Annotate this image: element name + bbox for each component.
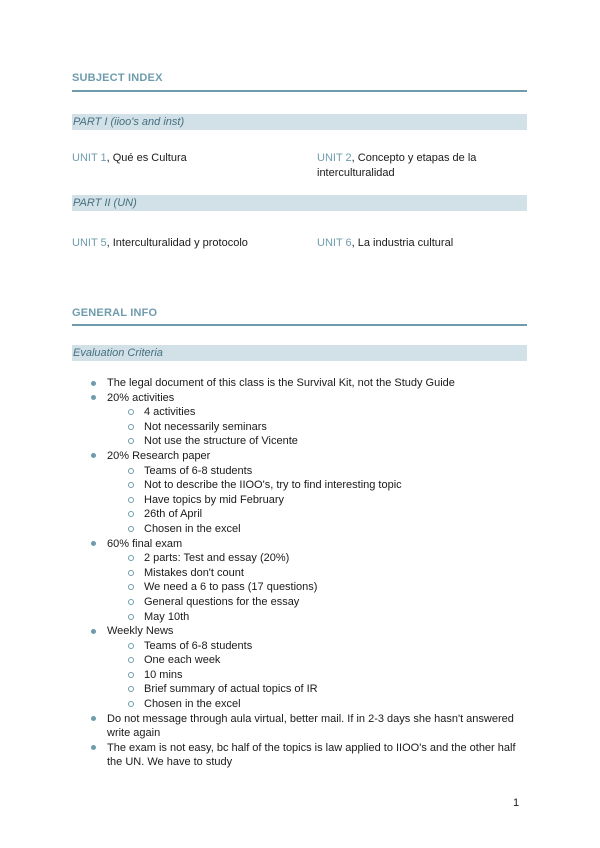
criteria-subitem [107,580,527,595]
hollow-bullet-icon [128,599,134,605]
criteria-subitem [107,682,527,697]
hollow-bullet-icon [128,584,134,590]
part2-label: PART II (UN) [72,195,527,211]
criteria-subitem [107,478,527,493]
criteria-sublist [107,639,527,712]
criteria-subitem [107,464,527,479]
criteria-item [72,741,527,770]
criteria-subitem [107,566,527,581]
criteria-subitem [107,639,527,654]
criteria-item-text: Weekly News [107,625,174,638]
criteria-subitem-text: Not necessarily seminars [144,420,267,433]
hollow-bullet-icon [128,686,134,692]
criteria-item-text: 20% Research paper [107,449,211,462]
hollow-bullet-icon [128,643,134,649]
criteria-subitem [107,434,527,449]
criteria-subitem-text: 10 mins [144,668,183,681]
criteria-subitem [107,697,527,712]
criteria-item [72,376,527,391]
criteria-sublist [107,464,527,537]
bullet-icon [91,395,96,400]
criteria-item-text: The legal document of this class is the Survival Kit, not the Study Guide [107,377,455,389]
criteria-item-text: Do not message through aula virtual, better mail. If in 2-3 days she hasn't answered write again [107,712,514,740]
hollow-bullet-icon [128,570,134,576]
unit-6 [317,236,517,251]
criteria-subitem [107,551,527,566]
unit-2-label: UNIT 2 [317,152,352,164]
hollow-bullet-icon [128,614,134,620]
hollow-bullet-icon [128,672,134,678]
unit-5 [72,236,312,251]
hollow-bullet-icon [128,482,134,488]
hollow-bullet-icon [128,438,134,444]
bullet-icon [91,541,96,546]
criteria-subitem-text: Brief summary of actual topics of IR [144,683,318,696]
bullet-icon [91,453,96,458]
hollow-bullet-icon [128,701,134,707]
unit-5-title: , Interculturalidad y protocolo [106,237,248,249]
hollow-bullet-icon [128,526,134,532]
unit-2-title: , Concepto y etapas de la interculturalidad [317,152,477,179]
criteria-subitem [107,668,527,683]
criteria-item-text: 20% activities [107,391,175,404]
hollow-bullet-icon [128,657,134,663]
criteria-subitem-text: One each week [144,654,221,667]
unit-5-label: UNIT 5 [72,237,107,249]
hollow-bullet-icon [128,409,134,415]
criteria-subitem [107,507,527,522]
criteria-subitem [107,595,527,610]
hollow-bullet-icon [128,468,134,474]
criteria-subitem-text: 4 activities [144,406,196,419]
unit-2 [317,151,517,181]
criteria-subitem [107,405,527,420]
criteria-item [72,449,527,537]
bullet-icon [91,381,96,386]
heading-rule [72,324,527,326]
criteria-subitem-text: Chosen in the excel [144,698,241,711]
subject-index-heading: SUBJECT INDEX [72,72,163,84]
criteria-subitem-text: 26th of April [144,508,203,521]
bullet-icon [91,629,96,634]
criteria-subitem-text: May 10th [144,610,190,623]
criteria-subitem-text: Have topics by mid February [144,493,284,506]
page-number: 1 [513,797,520,809]
criteria-subitem-text: 2 parts: Test and essay (20%) [144,552,290,565]
evaluation-criteria-label: Evaluation Criteria [72,345,527,361]
bullet-icon [91,745,96,750]
unit-1 [72,151,302,166]
criteria-sublist [107,405,527,449]
unit-6-title: , La industria cultural [351,237,454,249]
criteria-item [72,391,527,449]
criteria-subitem [107,493,527,508]
criteria-item [72,624,527,712]
criteria-subitem-text: Not use the structure of Vicente [144,435,298,448]
criteria-item [72,712,527,741]
hollow-bullet-icon [128,555,134,561]
heading-rule [72,90,527,92]
hollow-bullet-icon [128,511,134,517]
unit-6-label: UNIT 6 [317,237,352,249]
criteria-subitem-text: Mistakes don't count [144,566,244,579]
criteria-item [72,537,527,625]
criteria-subitem [107,610,527,625]
criteria-subitem-text: Chosen in the excel [144,522,241,535]
hollow-bullet-icon [128,497,134,503]
criteria-item-text: The exam is not easy, bc half of the topics is law applied to IIOO's and the other half the UN. We have to study [107,741,516,769]
criteria-subitem-text: General questions for the essay [144,595,300,608]
criteria-list [72,376,527,770]
hollow-bullet-icon [128,424,134,430]
criteria-subitem-text: Teams of 6-8 students [144,639,253,652]
criteria-sublist [107,551,527,624]
criteria-subitem [107,420,527,435]
criteria-subitem-text: Teams of 6-8 students [144,464,253,477]
criteria-item-text: 60% final exam [107,537,183,550]
criteria-subitem-text: Not to describe the IIOO's, try to find interesting topic [144,479,402,492]
criteria-subitem-text: We need a 6 to pass (17 questions) [144,581,318,594]
criteria-subitem [107,653,527,668]
bullet-icon [91,716,96,721]
part1-label: PART I (iioo's and inst) [72,114,527,130]
general-info-heading: GENERAL INFO [72,307,158,319]
unit-1-label: UNIT 1 [72,152,107,164]
criteria-subitem [107,522,527,537]
unit-1-title: , Qué es Cultura [106,152,187,164]
